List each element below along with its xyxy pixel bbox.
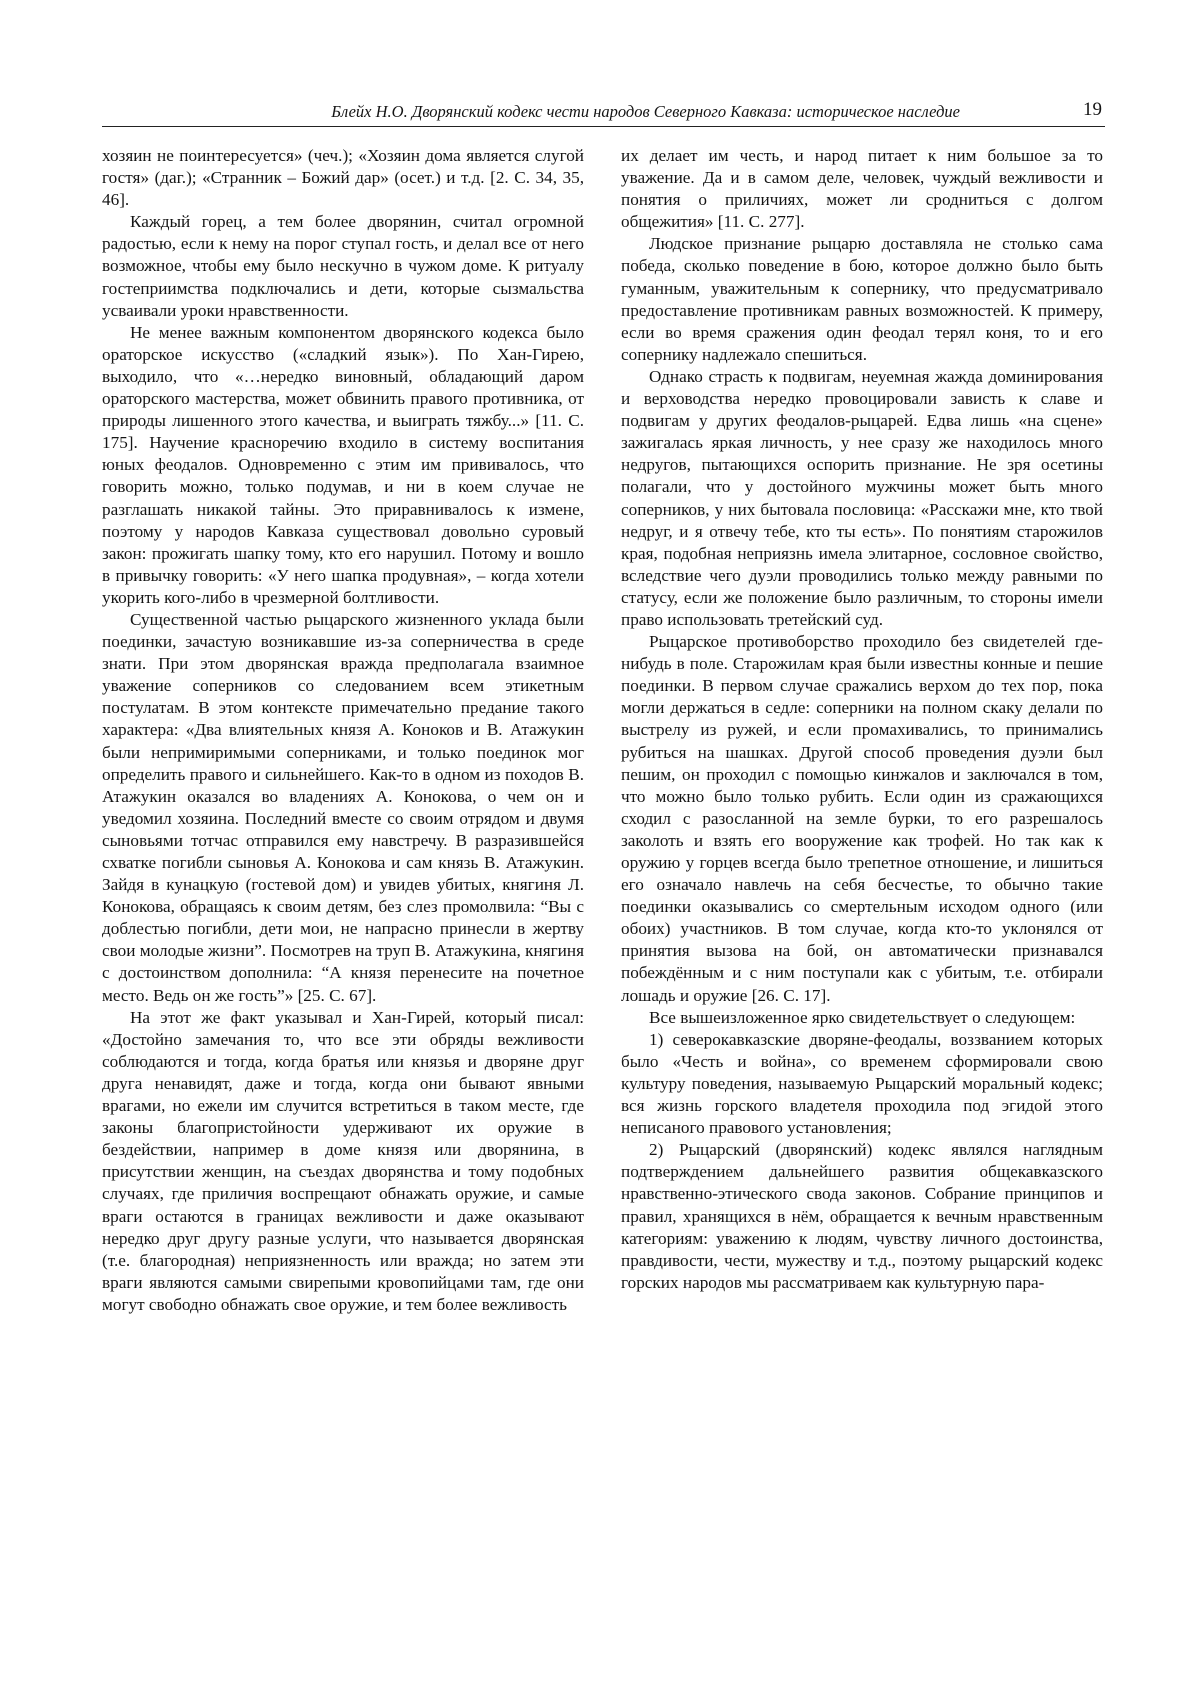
paragraph-conclusion-intro: Все вышеизложенное ярко свидетельствует о следующем:	[649, 1007, 1076, 1027]
running-header	[102, 98, 1105, 127]
paragraph-continuation: хозяин не поинтересуется» (чеч.); «Хозяин дома является слугой гостя» (даг.); «Странник – Божий дар» (осет.) и т.д. [2. С. 34, 35, 46].	[102, 146, 584, 210]
paragraph-duels: Существенной частью рыцарского жизненного уклада были поединки, зачастую возникавшие из-за соперничества в среде знати. При этом дворянская вражда предполагала взаимное уважение соперников со следованием всем этикетным постулатам. В этом контексте примечательно предание такого характера: «Два влиятельных князя А. Коноков и В. Атажукин были непримиримыми соперниками, и только поединок мог определить правого и сильнейшего. Как-то в одном из походов В. Атажукин оказался во владениях А. Конокова, о чем он и уведомил хозяина. Последний вместе со своим отрядом и двумя сыновьями тотчас отправился ему навстречу. В разразившейся схватке погибли сыновья А. Конокова и сам князь В. Атажукин. Зайдя в кунацкую (гостевой дом) и увидев убитых, княгиня Л. Конокова, обращаясь к своим детям, без слез промолвила: “Вы с доблестью погибли, дети мои, не напрасно принесли в жертву свои молодые жизни”. Посмотрев на труп В. Атажукина, княгиня с достоинством дополнила: “А князя перенесите на почетное место. Ведь он же гость”» [25. С. 67].	[102, 609, 584, 1005]
conclusion-item-2: 2) Рыцарский (дворянский) кодекс являлся наглядным подтверждением дальнейшего развития общекавказского нравственно-этического свода законов. Собрание принципов и правил, хранящихся в нём, обращается к вечным нравственным категориям: уважению к людям, чувству личного достоинства, правдивости, чести, мужеству и т.д., поэтому рыцарский кодекс горских народов мы рассматриваем как культурную пара-	[621, 1140, 1103, 1292]
running-title: Блейх Н.О. Дворянский кодекс чести народов Северного Кавказа: историческое наследие	[331, 102, 960, 121]
paragraph-oratory: Не менее важным компонентом дворянского кодекса было ораторское искусство («сладкий язык»). По Хан-Гирею, выходило, что «…нередко виновный, обладающий даром ораторского мастерства, может обвинить правого противника, от природы лишенного этого качества, и выиграть тяжбу...» [11. С. 175]. Научение красноречию входило в систему воспитания юных феодалов. Одновременно с этим им прививалось, что говорить можно, только подумав, и ни в коем случае не разглашать никакой тайны. Это приравнивалось к измене, поэтому у народов Кавказа существовал довольно суровый закон: прожигать шапку тому, кто его нарушил. Потому и вошло в привычку говорить: «У него шапка продувная», – когда хотели укорить кого-либо в чрезмерной болтливости.	[102, 322, 584, 607]
conclusion-item-1: 1) северокавказские дворяне-феодалы, воззванием которых было «Честь и война», со временем сформировали свою культуру поведения, называемую Рыцарский моральный кодекс; вся жизнь горского владетеля проходила под эгидой этого неписаного правового установления;	[621, 1029, 1103, 1138]
paragraph-recognition: Людское признание рыцарю доставляла не столько сама победа, сколько поведение в бою, которое должно было быть гуманным, уважительным к сопернику, что предусматривало предоставление противникам равных возможностей. К примеру, если во время сражения один феодал терял коня, то и его сопернику надлежало спешиться.	[621, 234, 1103, 364]
paragraph-khan-girey: На этот же факт указывал и Хан-Гирей, который писал: «Достойно замечания то, что все эти обряды вежливости соблюдаются и тогда, когда братья или князья и дворяне друг друга ненавидят, даже и тогда, когда они бывают явными врагами, но ежели им случится встретиться в таком месте, где законы благопристойности удерживают их оружие в бездействии, например в доме князя или дворянина, в присутствии женщин, на съездах дворянства и тому подобных случаях, где приличия воспрещают обнажать оружие, и самые враги остаются в границах вежливости и даже оказывают нередко друг другу разные услуги, что называется дворянская (т.е. благородная) неприязненность или вражда; но затем эти враги являются самыми свирепыми кровопийцами там, где они могут свободно обнажать свое оружие, и тем более вежливость	[102, 1007, 584, 1314]
left-column	[102, 145, 584, 1316]
paragraph-hospitality: Каждый горец, а тем более дворянин, считал огромной радостью, если к нему на порог ступал гость, и делал все от него возможное, чтобы ему было нескучно в чужом доме. К ритуалу гостеприимства подключались и дети, которые сызмальства усваивали уроки нравственности.	[102, 212, 584, 320]
paragraph-rivalry: Однако страсть к подвигам, неуемная жажда доминирования и верховодства нередко провоцировали зависть к славе и подвигам у других феодалов-рыцарей. Едва лишь «на сцене» зажигалась яркая личность, у нее сразу же находилось много недругов, пытающихся оспорить признание. Не зря осетины полагали, что у достойного мужчины может быть много соперников, у них бытовала пословица: «Расскажи мне, кто твой недруг, и я отвечу тебе, кто ты есть». По понятиям старожилов края, подобная неприязнь имела элитарное, сословное свойство, вследствие чего дуэли проводились только между равными по статусу, если же положение было различным, то стороны имели право использовать третейский суд.	[621, 366, 1103, 629]
right-column	[621, 145, 1103, 1294]
paragraph-quote-end: их делает им честь, и народ питает к ним большое за то уважение. Да и в самом деле, человек, чуждый вежливости и понятия о приличиях, может ли сродниться с долгом общежития» [11. С. 277].	[621, 146, 1103, 232]
paragraph-combat: Рыцарское противоборство проходило без свидетелей где-нибудь в поле. Старожилам края были известны конные и пешие поединки. В первом случае сражались верхом до тех пор, пока могли держаться в седле: соперники на полном скаку делали по выстрелу из ружей, и если промахивались, то принимались рубиться на шашках. Другой способ проведения дуэли был пешим, он проходил с помощью кинжалов и заключался в том, что можно было только рубить. Если один из сражающихся сходил с разосланной на земле бурки, то его разрешалось заколоть и взять его вооружение как трофей. Но так как к оружию у горцев всегда было трепетное отношение, и лишиться его означало навлечь на себя бесчестье, то обычно такие поединки оказывались со смертельным исходом одного (или обоих) участников. В том случае, когда кто-то уклонялся от принятия вызова на бой, он автоматически признавался побеждённым и с ним поступали как с убитым, т.е. отбирали лошадь и оружие [26. С. 17].	[621, 632, 1103, 1005]
page-number: 19	[1083, 99, 1102, 120]
